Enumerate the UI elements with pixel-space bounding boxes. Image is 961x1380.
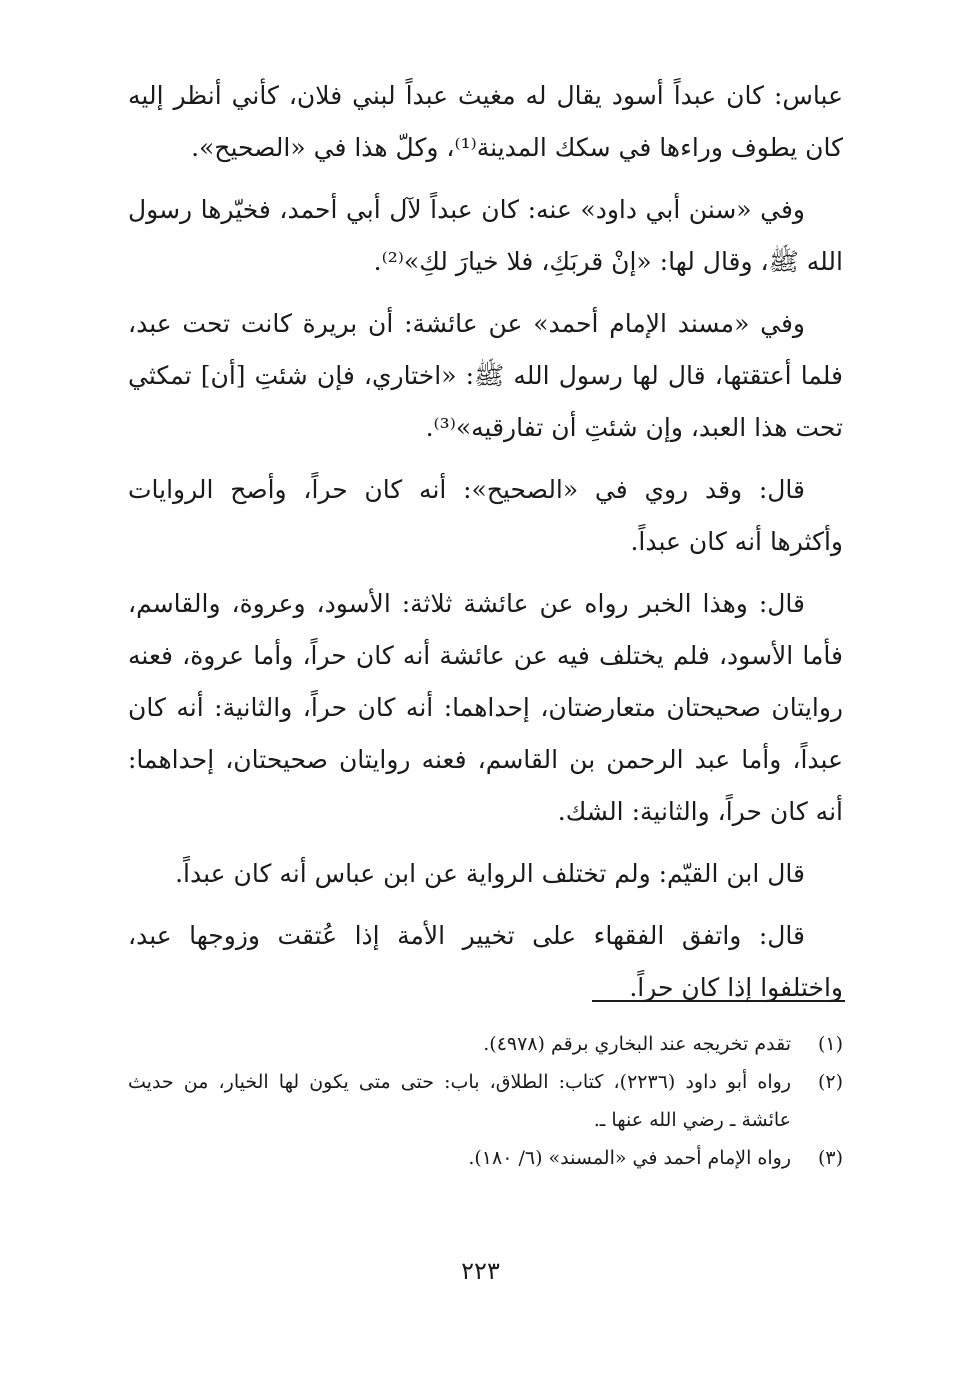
- paragraph-6: قال ابن القيّم: ولم تختلف الرواية عن ابن عباس أنه كان عبداً.: [175, 859, 805, 888]
- paragraph-1: عباس: كان عبداً أسود يقال له مغيث عبداً لبني فلان، كأني أنظر إليه كان يطوف وراءها في سكك المدينة⁽¹⁾، وكلّ هذا في «الصحيح».: [128, 81, 843, 162]
- footnote-number: (٢): [817, 1071, 843, 1093]
- footnotes: [128, 1025, 843, 1177]
- footnote-number: (١): [817, 1033, 843, 1055]
- paragraph-2: وفي «سنن أبي داود» عنه: كان عبداً لآل أبي أحمد، فخيّرها رسول الله ﷺ، وقال لها: «إنْ قربَكِ، فلا خيارَ لكِ»⁽²⁾.: [128, 195, 843, 276]
- footnote-text: تقدم تخريجه عند البخاري برقم (٤٩٧٨).: [483, 1033, 791, 1055]
- footnote-number: (٣): [817, 1147, 843, 1169]
- footnote-text: رواه الإمام أحمد في «المسند» (٦/ ١٨٠).: [468, 1147, 791, 1169]
- main-text: [128, 70, 843, 1014]
- footnote-2: [128, 1063, 843, 1139]
- paragraph-7: قال: واتفق الفقهاء على تخيير الأمة إذا عُتقت وزوجها عبد، واختلفوا إذا كان حراً.: [128, 921, 843, 1002]
- footnote-3: [128, 1139, 843, 1177]
- paragraph-4: قال: وقد روي في «الصحيح»: أنه كان حراً، وأصح الروايات وأكثرها أنه كان عبداً.: [128, 475, 843, 556]
- footnote-separator: [592, 1000, 845, 1002]
- paragraph-5: قال: وهذا الخبر رواه عن عائشة ثلاثة: الأسود، وعروة، والقاسم، فأما الأسود، فلم يختلف فيه عن عائشة أنه كان حراً، وأما عروة، فعنه روايتان صحيحتان متعارضتان، إحداهما: أنه كان حراً، والثانية: أنه كان عبداً، وأما عبد الرحمن بن القاسم، فعنه روايتان صحيحتان، إحداهما: أنه كان حراً، والثانية: الشك.: [128, 589, 843, 826]
- page-number: ٢٢٣: [461, 1257, 500, 1285]
- footnote-1: [128, 1025, 843, 1063]
- paragraph-3: وفي «مسند الإمام أحمد» عن عائشة: أن بريرة كانت تحت عبد، فلما أعتقتها، قال لها رسول الله ﷺ: «اختاري، فإن شئتِ [أن] تمكثي تحت هذا العبد، وإن شئتِ أن تفارقيه»⁽³⁾.: [128, 309, 843, 442]
- footnote-text: رواه أبو داود (٢٢٣٦)، كتاب: الطلاق، باب: حتى متى يكون لها الخيار، من حديث عائشة ـ رضي الله عنها ـ.: [128, 1071, 791, 1131]
